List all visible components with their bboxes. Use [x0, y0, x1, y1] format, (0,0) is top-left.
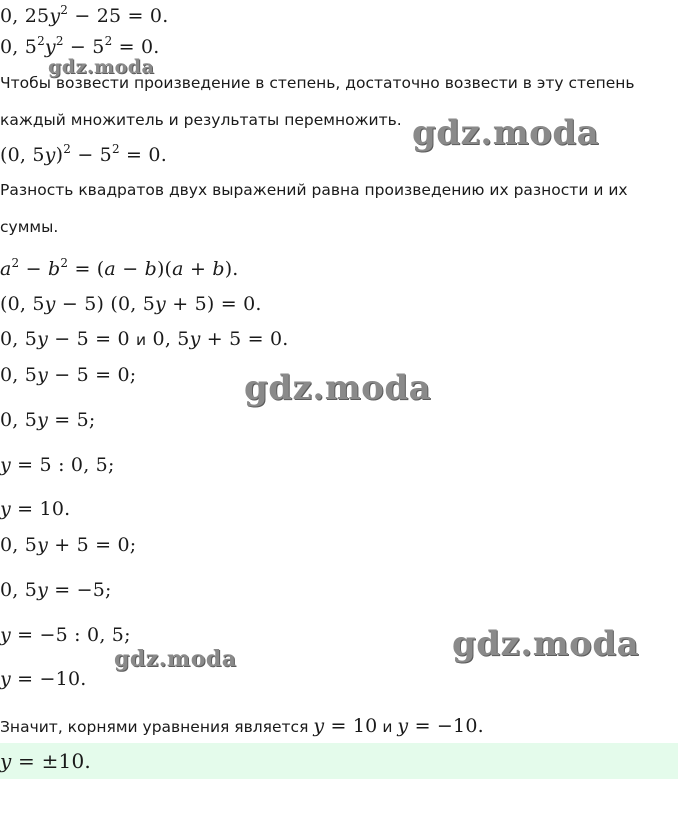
equation-line-2: 0, $5^2y^2 - 5^2 = 0$. — [0, 34, 160, 58]
equation-line-6: 0, 5y − 5 = 0 и 0, 5y + 5 = 0. — [0, 328, 289, 350]
explanation-text-2: каждый множитель и результаты перемножить. — [0, 111, 402, 129]
watermark-logo: gdz.moda — [244, 368, 432, 408]
equation-line-13: y = −5 : 0, 5; — [0, 624, 131, 646]
equation-line-10: y = 10. — [0, 498, 71, 520]
equation-line-11: 0, 5y + 5 = 0; — [0, 534, 137, 556]
watermark-logo: gdz.moda — [114, 646, 237, 672]
watermark-logo: gdz.moda — [452, 624, 640, 664]
equation-line-5: (0, 5y − 5) (0, 5y + 5) = 0. — [0, 293, 262, 315]
explanation-text-3: Разность квадратов двух выражений равна произведению их разности и их — [0, 181, 628, 199]
explanation-text-4: суммы. — [0, 218, 59, 236]
final-answer: y = ±10. — [0, 749, 91, 773]
conjunction-text: и — [136, 331, 147, 349]
explanation-text-1: Чтобы возвести произведение в степень, достаточно возвести в эту степень — [0, 74, 635, 92]
watermark-logo: gdz.moda — [48, 56, 155, 78]
equation-line-3: (0, $5y)^2 - 5^2 = 0$. — [0, 142, 167, 166]
watermark-logo: gdz.moda — [412, 113, 600, 153]
equation-line-12: 0, 5y = −5; — [0, 579, 112, 601]
equation-line-9: y = 5 : 0, 5; — [0, 454, 115, 476]
conclusion-text: Значит, корнями уравнения является y = 10 и y = −10. — [0, 715, 484, 737]
equation-line-1: 0, $25y^2 - 25 = 0$. — [0, 3, 169, 27]
equation-line-7: 0, 5y − 5 = 0; — [0, 364, 137, 386]
identity-formula: $a^2 - b^2 = (a - b)(a + b)$. — [0, 256, 239, 280]
equation-line-14: y = −10. — [0, 668, 87, 690]
equation-line-8: 0, 5y = 5; — [0, 409, 96, 431]
answer-highlight — [0, 743, 678, 779]
